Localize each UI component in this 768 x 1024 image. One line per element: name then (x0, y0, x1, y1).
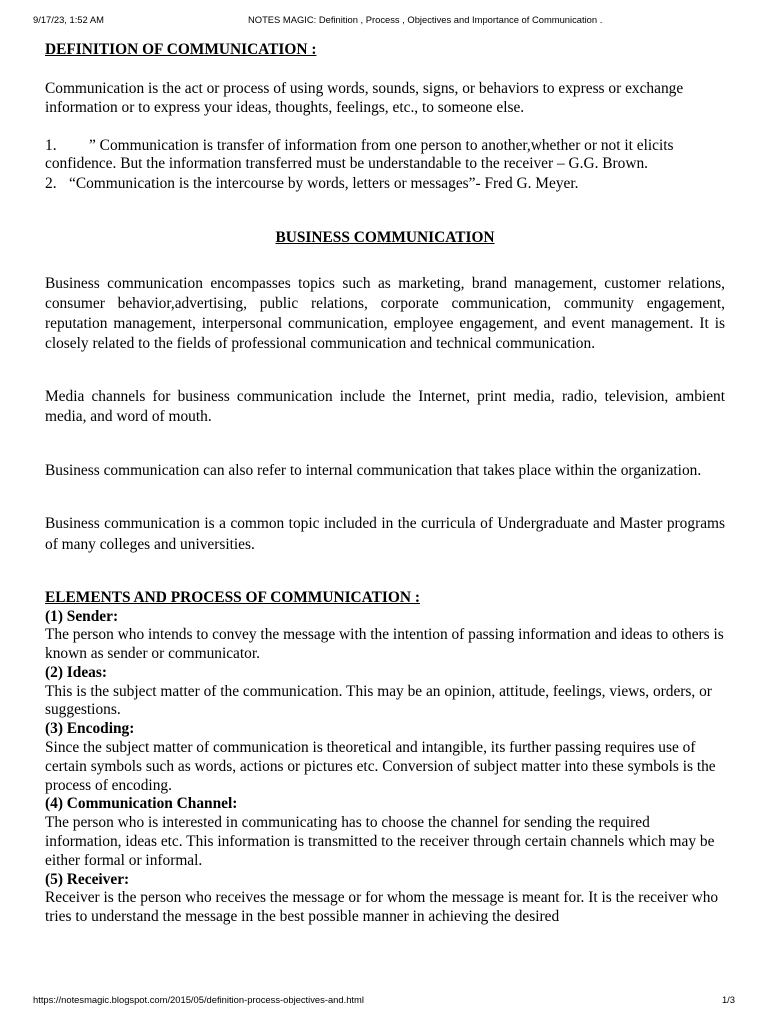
business-paragraph-3: Business communication can also refer to internal communication that takes place within the organization. (45, 461, 702, 479)
element-title-receiver: (5) Receiver: (45, 870, 130, 888)
elements-list (45, 608, 725, 928)
element-title-encoding: (3) Encoding: (45, 720, 135, 738)
element-title-ideas: (2) Ideas: (45, 663, 107, 681)
definition-item-number: 1. (45, 136, 57, 154)
element-text-ideas: This is the subject matter of the communication. This may be an opinion, attitude, feelings, views, orders, or suggestions. (45, 682, 712, 719)
element-title-sender: (1) Sender: (45, 607, 119, 625)
element-text-encoding: Since the subject matter of communication is theoretical and intangible, its further passing requires use of certain symbols such as words, actions or pictures etc. Conversion of subject matter into these symbols is the process of encoding. (45, 739, 716, 794)
definition-item-1 (45, 137, 725, 174)
print-page-number: 1/3 (721, 994, 735, 1005)
business-heading: BUSINESS COMMUNICATION (275, 229, 495, 246)
print-page-title: NOTES MAGIC: Definition , Process , Objectives and Importance of Communication . (248, 14, 603, 25)
definition-item-2 (45, 174, 725, 194)
business-paragraph-1: Business communication encompasses topics such as marketing, brand management, customer relations, consumer behavior,advertising, public relations, corporate communication, community engagement, reputation management, interpersonal communication, employee engagement, and event management. It is closely related to the fields of professional communication and technical communication. (45, 274, 725, 352)
elements-heading: ELEMENTS AND PROCESS OF COMMUNICATION : (45, 589, 420, 606)
element-text-receiver: Receiver is the person who receives the message or for whom the message is meant for. It is the receiver who tries to understand the message in the best possible manner in achieving the desired (45, 889, 719, 926)
definition-intro: Communication is the act or process of using words, sounds, signs, or behaviors to express or exchange information or to express your ideas, thoughts, feelings, etc., to someone else. (45, 79, 684, 116)
business-paragraph-2: Media channels for business communication include the Internet, print media, radio, television, ambient media, and word of mouth. (45, 387, 725, 425)
definition-heading: DEFINITION OF COMMUNICATION : (45, 41, 317, 58)
print-timestamp: 9/17/23, 1:52 AM (33, 14, 104, 25)
element-title-channel: (4) Communication Channel: (45, 795, 238, 813)
definition-item-text: “Communication is the intercourse by words, letters or messages”- Fred G. Meyer. (69, 174, 579, 192)
definition-item-text: ” Communication is transfer of information from one person to another,whether or not it elicits confidence. But the information transferred must be understandable to the receiver – G.G. Brown. (45, 136, 674, 172)
print-footer (33, 994, 735, 1010)
definition-item-number: 2. (45, 174, 57, 192)
element-text-sender: The person who intends to convey the message with the intention of passing information and ideas to others is known as sender or communicator. (45, 626, 724, 663)
print-url: https://notesmagic.blogspot.com/2015/05/definition-process-objectives-and.html (33, 994, 364, 1005)
business-paragraph-4: Business communication is a common topic included in the curricula of Undergraduate and Master programs of many colleges and universities. (45, 515, 725, 553)
element-text-channel: The person who is interested in communicating has to choose the channel for sending the required information, ideas etc. This information is transmitted to the receiver through certain channels which may be either formal or informal. (45, 814, 715, 869)
document-body (45, 40, 725, 927)
print-header (33, 14, 735, 30)
